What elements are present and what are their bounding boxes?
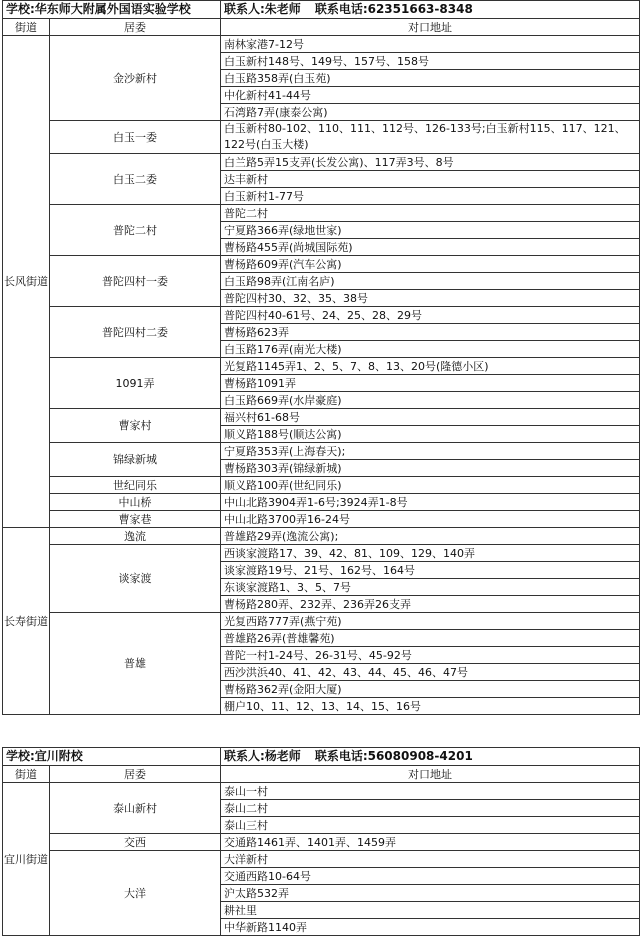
address-cell: 光复路1145弄1、2、5、7、8、13、20号(隆德小区) (221, 358, 640, 375)
col-header-address: 对口地址 (221, 19, 640, 36)
table-row (3, 783, 640, 800)
address-cell: 交通路1461弄、1401弄、1459弄 (221, 834, 640, 851)
address-cell: 棚户10、11、12、13、14、15、16号 (221, 698, 640, 715)
school-name: 学校:宜川附校 (3, 748, 221, 766)
address-cell: 泰山二村 (221, 800, 640, 817)
col-header-street: 街道 (3, 766, 50, 783)
table-row (3, 154, 640, 171)
address-cell: 曹杨路303弄(锦绿新城) (221, 460, 640, 477)
committee-cell: 交西 (50, 834, 221, 851)
address-cell: 曹杨路362弄(金阳大厦) (221, 681, 640, 698)
committee-cell: 普陀四村一委 (50, 256, 221, 307)
contact-info (221, 748, 640, 766)
address-cell: 曹杨路1091弄 (221, 375, 640, 392)
address-cell: 曹杨路609弄(汽车公寓) (221, 256, 640, 273)
table-body-1 (3, 36, 640, 715)
committee-cell: 谈家渡 (50, 545, 221, 613)
contact-info (221, 1, 640, 19)
table-row (3, 613, 640, 630)
table-row (3, 205, 640, 222)
address-cell: 白玉路358弄(白玉苑) (221, 70, 640, 87)
address-cell: 石湾路7弄(康泰公寓) (221, 104, 640, 121)
address-cell: 普陀四村30、32、35、38号 (221, 290, 640, 307)
street-cell: 长风街道 (3, 36, 50, 528)
address-cell: 白玉路98弄(江南名庐) (221, 273, 640, 290)
contact-phone: 联系电话:62351663-8348 (314, 2, 473, 16)
address-cell: 宁夏路353弄(上海春天); (221, 443, 640, 460)
table-row (3, 834, 640, 851)
section-gap (0, 715, 640, 747)
committee-cell: 泰山新村 (50, 783, 221, 834)
table-row (3, 409, 640, 426)
committee-cell: 1091弄 (50, 358, 221, 409)
contact-person: 联系人:朱老师 (224, 2, 301, 16)
table-row (3, 494, 640, 511)
committee-cell: 普陀四村二委 (50, 307, 221, 358)
committee-cell: 锦绿新城 (50, 443, 221, 477)
address-cell: 中华新路1140弄 (221, 919, 640, 936)
address-cell: 普陀二村 (221, 205, 640, 222)
address-cell: 白玉新村1-77号 (221, 188, 640, 205)
address-cell: 交通西路10-64号 (221, 868, 640, 885)
address-cell: 曹杨路280弄、232弄、236弄26支弄 (221, 596, 640, 613)
address-cell: 中化新村41-44号 (221, 87, 640, 104)
address-cell: 西谈家渡路17、39、42、81、109、129、140弄 (221, 545, 640, 562)
committee-cell: 曹家村 (50, 409, 221, 443)
table-row (3, 477, 640, 494)
address-cell: 宁夏路366弄(绿地世家) (221, 222, 640, 239)
address-cell: 白兰路5弄15支弄(长发公寓)、117弄3号、8号 (221, 154, 640, 171)
committee-cell: 大洋 (50, 851, 221, 936)
col-header-street: 街道 (3, 19, 50, 36)
school-name: 学校:华东师大附属外国语实验学校 (3, 1, 221, 19)
address-cell: 耕社里 (221, 902, 640, 919)
table-row (3, 545, 640, 562)
address-cell: 普陀四村40-61号、24、25、28、29号 (221, 307, 640, 324)
contact-phone: 联系电话:56080908-4201 (314, 749, 473, 763)
col-header-committee: 居委 (50, 766, 221, 783)
address-cell: 普陀一村1-24号、26-31号、45-92号 (221, 647, 640, 664)
table-row (3, 307, 640, 324)
address-cell: 泰山一村 (221, 783, 640, 800)
address-cell: 东谈家渡路1、3、5、7号 (221, 579, 640, 596)
school-header-row (3, 1, 640, 19)
school-header-row (3, 748, 640, 766)
table-row (3, 358, 640, 375)
address-cell: 顺义路188号(顺达公寓) (221, 426, 640, 443)
school-table-2 (2, 747, 640, 936)
address-cell: 光复西路777弄(燕宁苑) (221, 613, 640, 630)
column-header-row (3, 766, 640, 783)
table-row (3, 121, 640, 154)
committee-cell: 曹家巷 (50, 511, 221, 528)
address-cell: 白玉路669弄(水岸豪庭) (221, 392, 640, 409)
table-row (3, 851, 640, 868)
address-cell: 福兴村61-68号 (221, 409, 640, 426)
table-row (3, 36, 640, 53)
col-header-address: 对口地址 (221, 766, 640, 783)
address-cell: 白玉新村80-102、110、111、112号、126-133号;白玉新村115、117、121、122号(白玉大楼) (221, 121, 640, 154)
contact-person: 联系人:杨老师 (224, 749, 301, 763)
address-cell: 白玉路176弄(南光大楼) (221, 341, 640, 358)
address-cell: 中山北路3904弄1-6号;3924弄1-8号 (221, 494, 640, 511)
column-header-row (3, 19, 640, 36)
address-cell: 沪太路532弄 (221, 885, 640, 902)
address-cell: 普雄路29弄(逸流公寓); (221, 528, 640, 545)
committee-cell: 普陀二村 (50, 205, 221, 256)
address-cell: 西沙洪浜40、41、42、43、44、45、46、47号 (221, 664, 640, 681)
committee-cell: 普雄 (50, 613, 221, 715)
school-table-1 (2, 0, 640, 715)
address-cell: 大洋新村 (221, 851, 640, 868)
address-cell: 达丰新村 (221, 171, 640, 188)
col-header-committee: 居委 (50, 19, 221, 36)
committee-cell: 中山桥 (50, 494, 221, 511)
address-cell: 曹杨路623弄 (221, 324, 640, 341)
committee-cell: 金沙新村 (50, 36, 221, 121)
address-cell: 普雄路26弄(普雄馨苑) (221, 630, 640, 647)
street-cell: 长寿街道 (3, 528, 50, 715)
address-cell: 白玉新村148号、149号、157号、158号 (221, 53, 640, 70)
address-cell: 谈家渡路19号、21号、162号、164号 (221, 562, 640, 579)
address-cell: 曹杨路455弄(尚城国际苑) (221, 239, 640, 256)
committee-cell: 世纪同乐 (50, 477, 221, 494)
address-cell: 顺义路100弄(世纪同乐) (221, 477, 640, 494)
address-cell: 泰山三村 (221, 817, 640, 834)
committee-cell: 逸流 (50, 528, 221, 545)
table-row (3, 443, 640, 460)
table-row (3, 256, 640, 273)
committee-cell: 白玉一委 (50, 121, 221, 154)
address-cell: 南林家港7-12号 (221, 36, 640, 53)
table-row (3, 528, 640, 545)
address-cell: 中山北路3700弄16-24号 (221, 511, 640, 528)
table-body-2 (3, 783, 640, 936)
street-cell: 宜川街道 (3, 783, 50, 936)
table-row (3, 511, 640, 528)
committee-cell: 白玉二委 (50, 154, 221, 205)
